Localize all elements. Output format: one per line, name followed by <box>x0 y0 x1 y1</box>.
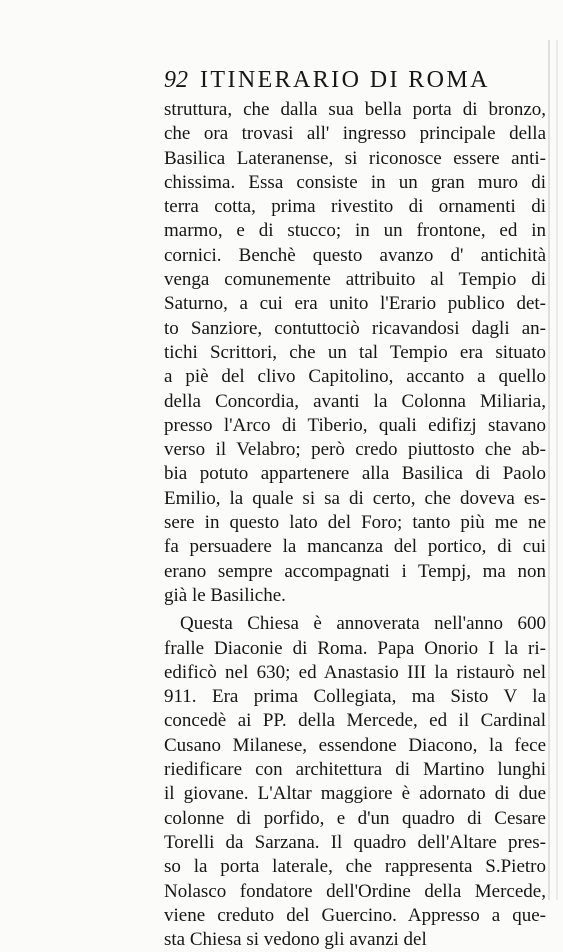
text-line: struttura, che dalla sua bella porta di bronzo, <box>164 99 546 120</box>
text-line: so la porta laterale, che rappresenta S.Pietro <box>164 856 546 878</box>
text-line: concedè ai PP. della Mercede, ed il Cardinal <box>164 710 546 732</box>
text-line: che ora trovasi all' ingresso principale della <box>164 123 546 145</box>
text-line: riedificare con architettura di Martino lunghi <box>164 759 546 781</box>
text-line: edificò nel 630; ed Anastasio III la ristaurò nel <box>164 661 546 683</box>
text-line: colonne di porfido, e d'un quadro di Cesare <box>164 807 546 829</box>
text-line: viene creduto del Guercino. Appresso a que- <box>164 904 546 926</box>
running-header <box>164 66 544 94</box>
text-line: già le Basiliche. <box>164 584 286 606</box>
text-line: to Sanziore, contuttociò ricavandosi dagli an- <box>164 317 546 339</box>
text-line: il giovane. L'Altar maggiore è adornato di due <box>164 783 546 805</box>
running-title: ITINERARIO DI ROMA <box>200 67 490 93</box>
text-line: presso l'Arco di Tiberio, quali edifizj stavano <box>164 414 546 436</box>
text-line: Basilica Lateranense, si riconosce essere anti- <box>164 147 546 169</box>
text-line: fa persuadere la mancanza del portico, di cui <box>164 536 546 558</box>
text-line: Nolasco fondatore dell'Ordine della Mercede, <box>164 880 546 902</box>
page-edge-shadow <box>548 40 550 900</box>
paragraph <box>164 98 546 608</box>
text-line: venga comunemente attribuito al Tempio di <box>164 269 546 291</box>
text-line: della Concordia, avanti la Colonna Miliaria, <box>164 390 546 412</box>
text-line: sta Chiesa si vedono gli avanzi del <box>164 929 427 951</box>
text-line: Saturno, a cui era unito l'Erario publico det- <box>164 293 546 315</box>
text-line: bia potuto appartenere alla Basilica di Paolo <box>164 463 546 485</box>
text-line: Emilio, la quale si sa di certo, che doveva es- <box>164 487 546 509</box>
text-line: sere in questo lato del Foro; tanto più me ne <box>164 512 546 534</box>
paragraph <box>164 612 546 952</box>
text-line: a piè del clivo Capitolino, accanto a quello <box>164 366 546 388</box>
text-line: Cusano Milanese, essendone Diacono, la fece <box>164 734 546 756</box>
text-line: 911. Era prima Collegiata, ma Sisto V la <box>164 686 546 708</box>
text-line: Questa Chiesa è annoverata nell'anno 600 <box>180 613 546 635</box>
text-line: fralle Diaconie di Roma. Papa Onorio I la ri- <box>164 637 546 659</box>
text-line: erano sempre accompagnati i Tempj, ma non <box>164 560 546 582</box>
text-line: chissima. Essa consiste in un gran muro di <box>164 171 546 193</box>
page-number: 92 <box>164 67 188 93</box>
text-line: Torelli da Sarzana. Il quadro dell'Altare pres- <box>164 831 546 853</box>
text-line: tichi Scrittori, che un tal Tempio era situato <box>164 341 546 363</box>
page-edge-shadow <box>556 40 558 900</box>
page-body-text <box>164 98 546 952</box>
text-line: cornici. Benchè questo avanzo d' antichità <box>164 244 546 266</box>
text-line: verso il Velabro; però credo piuttosto che ab- <box>164 439 546 461</box>
text-line: terra cotta, prima rivestito di ornamenti di <box>164 196 546 218</box>
text-line: marmo, e di stucco; in un frontone, ed in <box>164 220 546 242</box>
